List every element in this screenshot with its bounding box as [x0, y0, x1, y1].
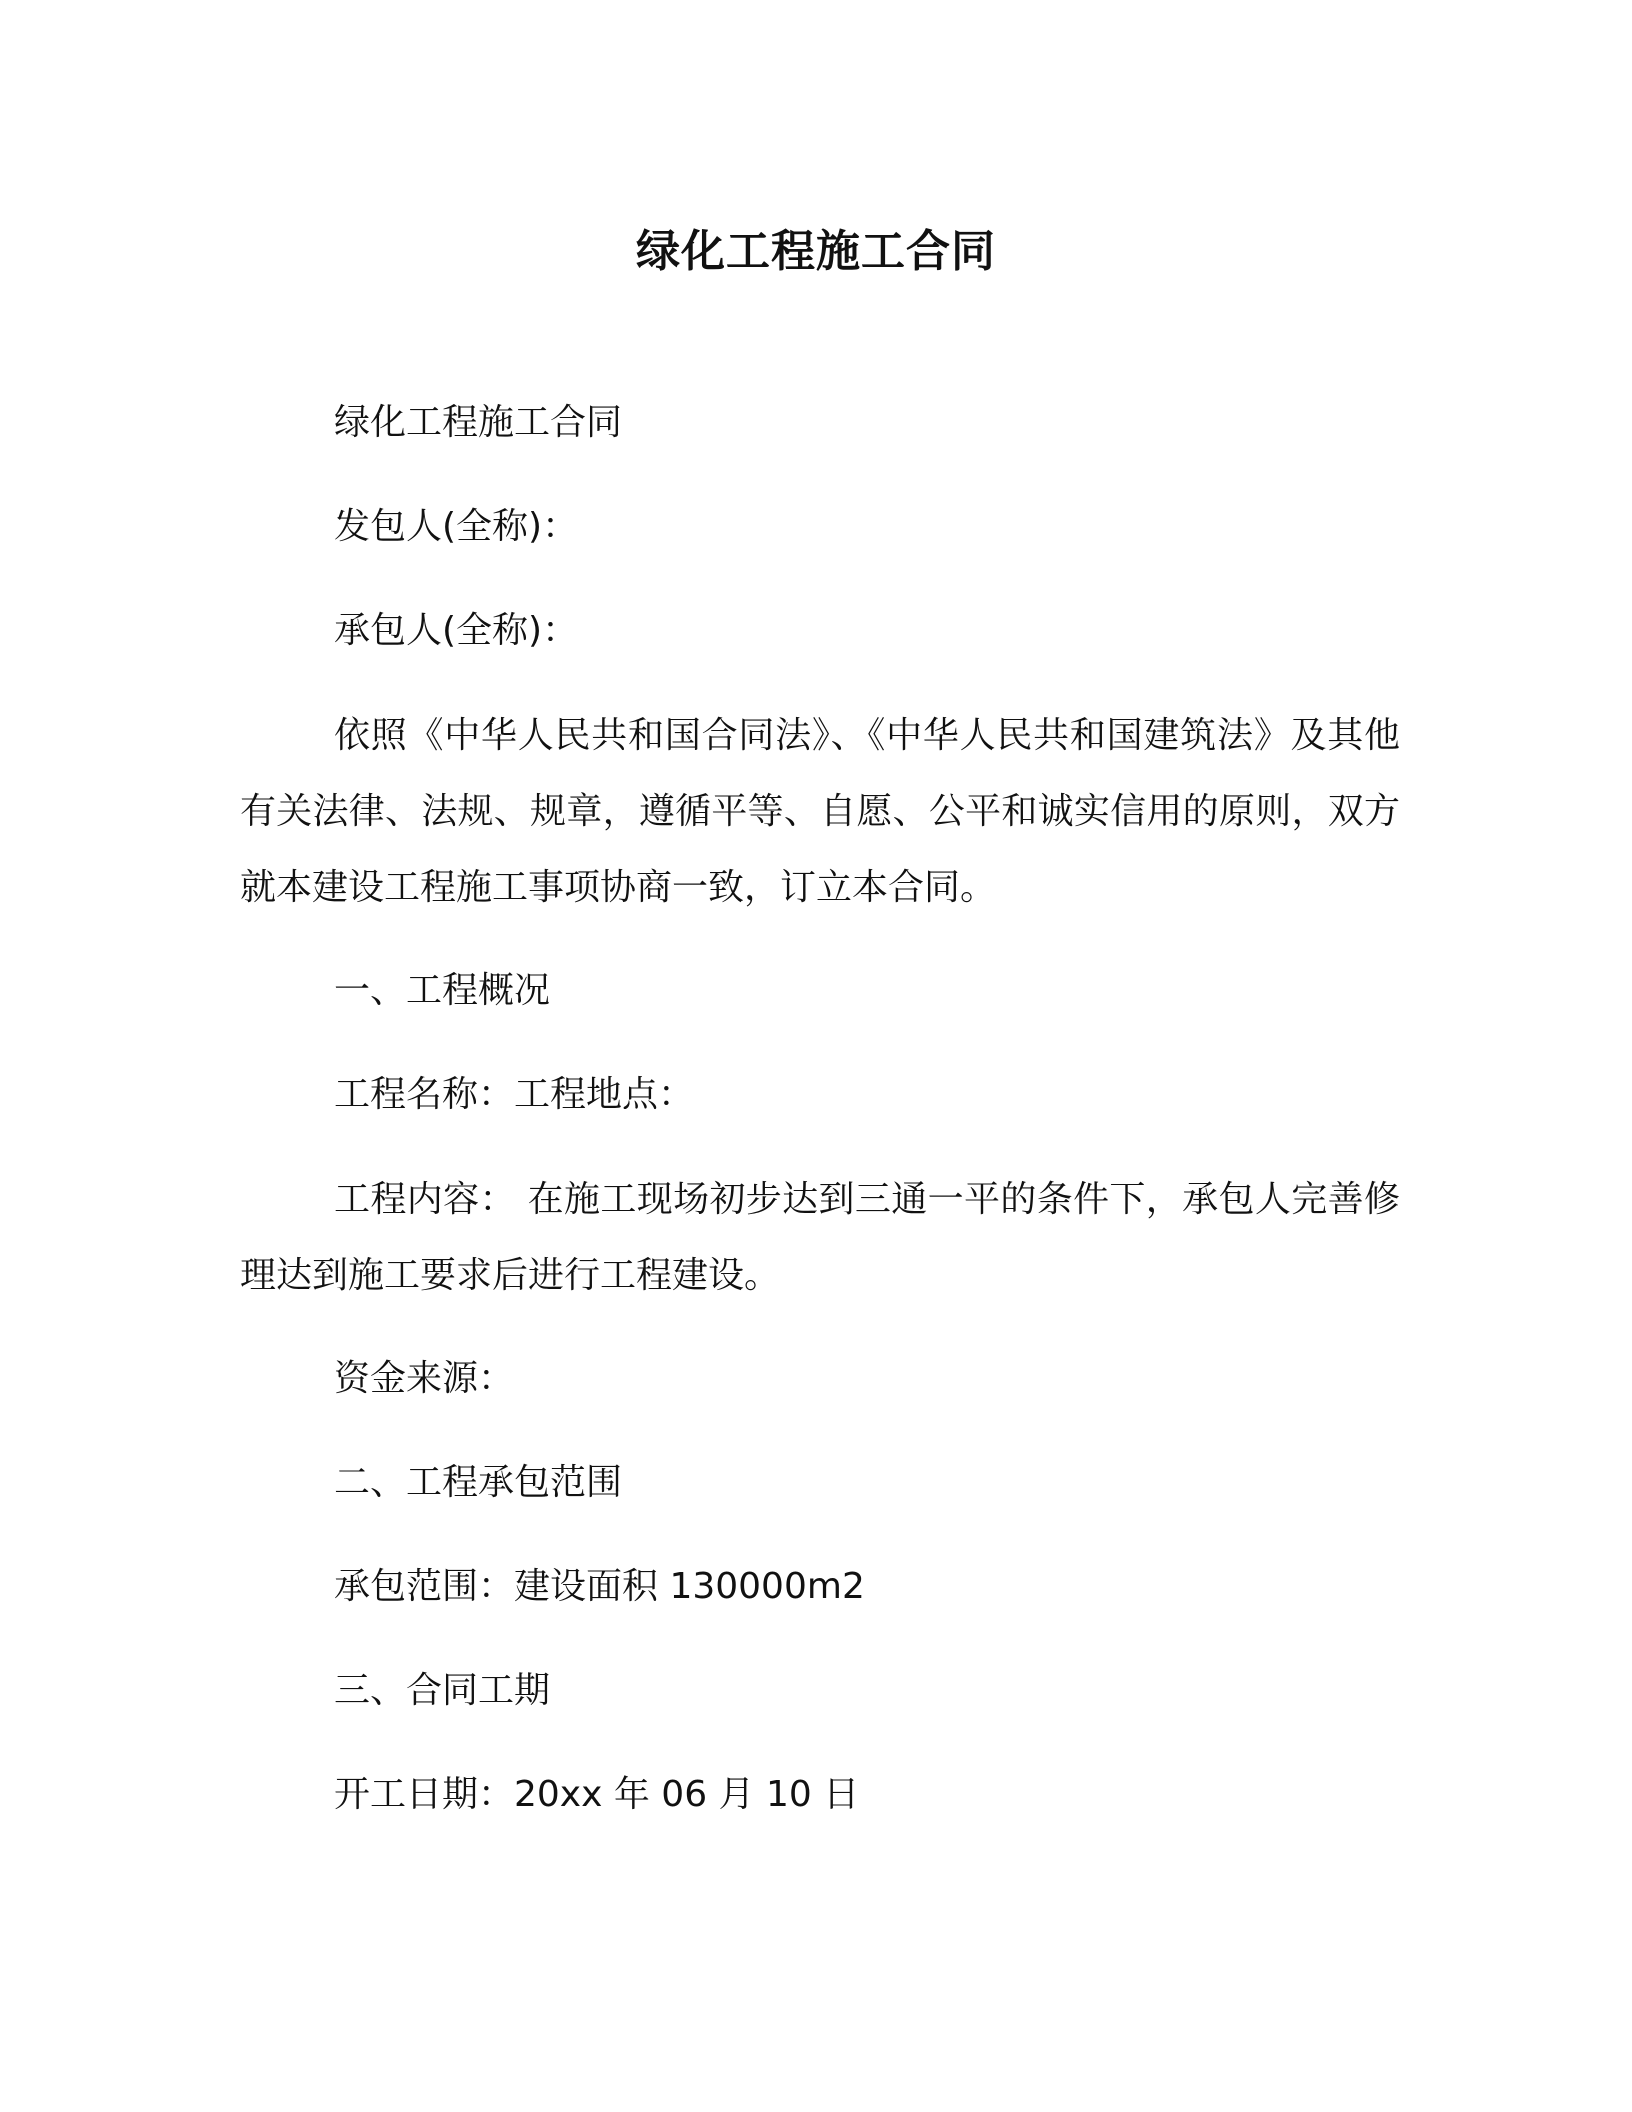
section-3-heading: 三、合同工期 [334, 1670, 551, 1711]
document-title: 绿化工程施工合同 [636, 226, 996, 277]
section-2-heading: 二、工程承包范围 [334, 1462, 623, 1503]
section-1-heading: 一、工程概况 [334, 970, 551, 1011]
contractor-line: 承包人(全称)： [334, 610, 579, 651]
contract-subtitle: 绿化工程施工合同 [334, 402, 623, 443]
preamble-line-3: 则，双方就本建设工程施工事项协商一致，订立本合同。 [240, 791, 1400, 908]
preamble-paragraph [240, 698, 1400, 926]
project-content-line-2: 修理达到施工要求后进行工程建设。 [240, 1179, 1400, 1296]
project-content-paragraph [240, 1162, 1400, 1314]
funding-source: 资金来源： [334, 1358, 515, 1399]
preamble-line-1: 依照《中华人民共和国合同法》、《中华人民共和国建筑法》及 [334, 715, 1328, 756]
employer-line: 发包人(全称)： [334, 506, 579, 547]
project-name-location: 工程名称：工程地点： [334, 1074, 695, 1115]
project-content-line-1: 工程内容： 在施工现场初步达到三通一平的条件下，承包人完善 [334, 1179, 1364, 1220]
start-date-line: 开工日期：20xx 年 06 月 10 日 [334, 1774, 860, 1815]
preamble-line-2: 其他有关法律、法规、规章，遵循平等、自愿、公平和诚实信用的原 [240, 715, 1400, 832]
scope-line: 承包范围：建设面积 130000m2 [334, 1566, 865, 1607]
